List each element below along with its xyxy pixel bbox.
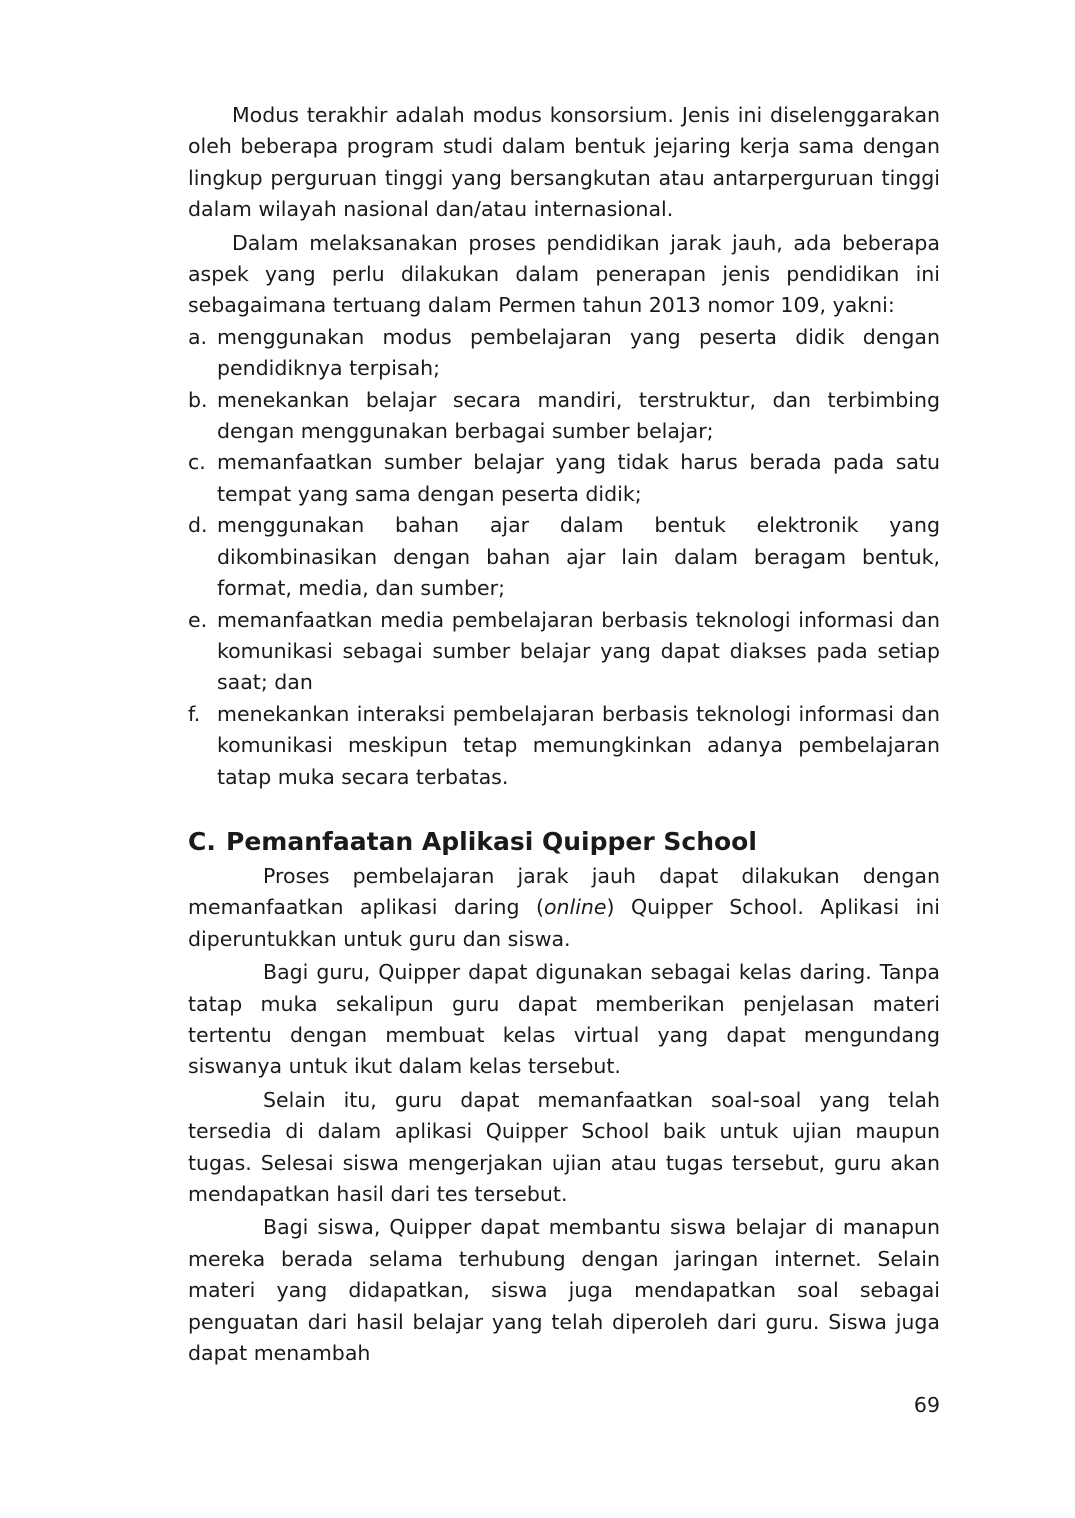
section-number: C.	[188, 826, 216, 856]
list-item	[188, 385, 940, 448]
italic-term: online	[543, 895, 607, 920]
page-number: 69	[913, 1393, 940, 1417]
list-marker: f.	[188, 701, 201, 726]
list-item	[188, 605, 940, 699]
intro-paragraph-1: Modus terakhir adalah modus konsorsium. Jenis ini diselenggarakan oleh beberapa program studi dalam bentuk jejaring kerja sama dengan lingkup perguruan tinggi yang bersangkutan atau antarperguruan tinggi dalam wilayah nasional dan/atau internasional.	[188, 103, 940, 222]
list-item	[188, 699, 940, 793]
list-item-text: menekankan belajar secara mandiri, terstruktur, dan terbimbing dengan menggunakan berbagai sumber belajar;	[217, 387, 940, 444]
section-title: Pemanfaatan Aplikasi Quipper School	[226, 826, 757, 856]
list-marker: a.	[188, 324, 208, 349]
list-item	[188, 322, 940, 385]
section-paragraph-1-end: ) Quipper School. Aplikasi ini diperuntukkan untuk guru dan siswa.	[188, 895, 940, 951]
list-marker: b.	[188, 387, 208, 412]
list-item-text: menggunakan bahan ajar dalam bentuk elektronik yang dikombinasikan dengan bahan ajar lain dalam beragam bentuk, format, media, dan sumber;	[217, 513, 940, 601]
section-paragraph-2: Bagi guru, Quipper dapat digunakan sebagai kelas daring. Tanpa tatap muka sekalipun guru dapat memberikan penjelasan materi tertentu dengan membuat kelas virtual yang dapat mengundang siswanya untuk ikut dalam kelas tersebut.	[188, 960, 940, 1079]
list-marker: d.	[188, 513, 208, 538]
section-heading	[188, 825, 940, 859]
section-paragraph-1-start: Proses pembelajaran jarak jauh dapat dilakukan dengan memanfaatkan aplikasi daring (	[188, 863, 940, 920]
list-item-text: menekankan interaksi pembelajaran berbasis teknologi informasi dan komunikasi meskipun tetap memungkinkan adanya pembelajaran tatap muka secara terbatas.	[217, 701, 940, 789]
section-paragraph-3: Selain itu, guru dapat memanfaatkan soal-soal yang telah tersedia di dalam aplikasi Quipper School baik untuk ujian maupun tugas. Selesai siswa mengerjakan ujian atau tugas tersebut, guru akan mendapatkan hasil dari tes tersebut.	[188, 1087, 940, 1206]
section-paragraph-4: Bagi siswa, Quipper dapat membantu siswa belajar di manapun mereka berada selama terhubung dengan jaringan internet. Selain materi yang didapatkan, siswa juga mendapatkan soal sebagai penguatan dari hasil belajar yang telah diperoleh dari guru. Siswa juga dapat menambah	[188, 1215, 940, 1366]
list-item	[188, 447, 940, 510]
aspects-list	[188, 322, 940, 793]
intro-paragraph-2: Dalam melaksanakan proses pendidikan jarak jauh, ada beberapa aspek yang perlu dilakukan dalam penerapan jenis pendidikan ini sebagaimana tertuang dalam Permen tahun 2013 nomor 109, yakni:	[188, 230, 940, 318]
page-body	[188, 100, 940, 1369]
list-marker: e.	[188, 607, 208, 632]
list-item-text: menggunakan modus pembelajaran yang peserta didik dengan pendidiknya terpisah;	[217, 324, 940, 381]
list-item-text: memanfaatkan sumber belajar yang tidak harus berada pada satu tempat yang sama dengan peserta didik;	[217, 450, 940, 506]
section-paragraph-1	[188, 861, 940, 955]
list-item	[188, 510, 940, 604]
list-item-text: memanfaatkan media pembelajaran berbasis teknologi informasi dan komunikasi sebagai sumber belajar yang dapat diakses pada setiap saat; dan	[217, 607, 940, 695]
list-marker: c.	[188, 450, 206, 475]
